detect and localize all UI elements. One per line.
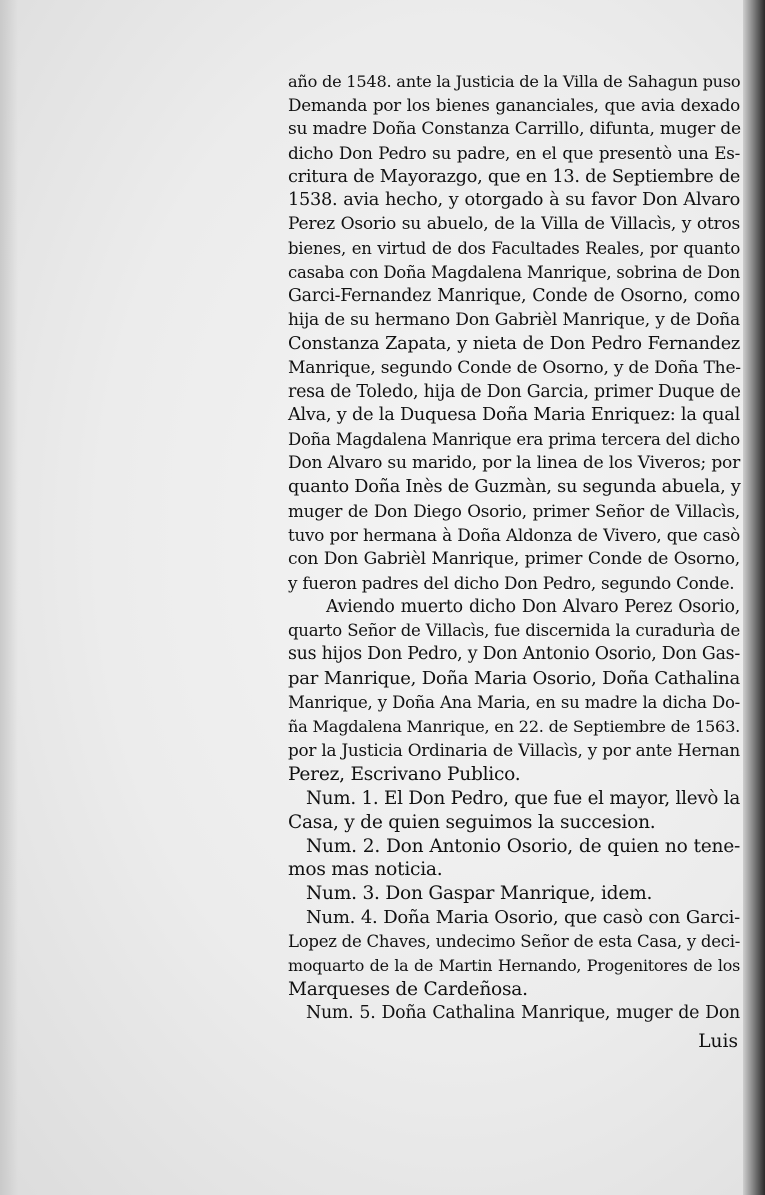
- text-line: dicho Don Pedro su padre, en el que presentò una Es-: [288, 142, 740, 163]
- text-line: muger de Don Diego Osorio, primer Señor de Villacìs,: [288, 501, 740, 522]
- text-line: Alva, y de la Duquesa Doña Maria Enriquez: la qual: [288, 405, 740, 426]
- text-line: par Manrique, Doña Maria Osorio, Doña Cathalina: [288, 668, 740, 690]
- text-line: bienes, en virtud de dos Facultades Reales, por quanto: [288, 239, 740, 259]
- text-line: su madre Doña Constanza Carrillo, difunta, muger de: [288, 118, 741, 139]
- text-line: Manrique, y Doña Ana Maria, en su madre la dicha Do-: [288, 693, 740, 713]
- text-line: Don Alvaro su marido, por la linea de los Viveros; por: [288, 453, 740, 474]
- text-line: Manrique, segundo Conde de Osorno, y de Doña The-: [288, 357, 741, 378]
- text-line: Constanza Zapata, y nieta de Don Pedro Fernandez: [288, 333, 740, 354]
- text-line: Num. 2. Don Antonio Osorio, de quien no tene-: [306, 835, 740, 857]
- text-line: Demanda por los bienes gananciales, que avia dexado: [288, 94, 740, 115]
- text-line: Aviendo muerto dicho Don Alvaro Perez Osorio,: [326, 596, 740, 617]
- text-line: Garci-Fernandez Manrique, Conde de Osorno, como: [288, 286, 740, 307]
- text-line: por la Justicia Ordinaria de Villacìs, y por ante Hernan: [288, 739, 740, 760]
- text-line: tuvo por hermana à Doña Aldonza de Vivero, que casò: [288, 524, 740, 545]
- text-line: Num. 4. Doña Maria Osorio, que casò con Garci-: [306, 907, 740, 929]
- text-line: moquarto de la de Martin Hernando, Progenitores de los: [288, 955, 740, 975]
- catchword: Luis: [698, 1031, 738, 1052]
- text-line: sus hijos Don Pedro, y Don Antonio Osorio, Don Gas-: [288, 644, 740, 665]
- text-line: Num. 3. Don Gaspar Manrique, idem.: [306, 883, 653, 905]
- text-line: resa de Toledo, hija de Don Garcia, primer Duque de: [288, 381, 741, 402]
- text-line: ña Magdalena Manrique, en 22. de Septiembre de 1563.: [288, 717, 741, 737]
- text-line: con Don Gabrièl Manrique, primer Conde de Osorno,: [288, 548, 740, 569]
- text-line: Marqueses de Cardeñosa.: [288, 978, 528, 1000]
- text-line: Doña Magdalena Manrique era prima tercera del dicho: [288, 430, 740, 450]
- text-line: Num. 1. El Don Pedro, que fue el mayor, llevò la: [306, 787, 740, 809]
- text-line: hija de su hermano Don Gabrièl Manrique, y de Doña: [288, 309, 740, 330]
- text-line: Num. 5. Doña Cathalina Manrique, muger de Don: [306, 1002, 740, 1023]
- text-line: Casa, y de quien seguimos la succesion.: [288, 811, 656, 833]
- text-line: casaba con Doña Magdalena Manrique, sobrina de Don: [288, 263, 741, 283]
- text-line: quarto Señor de Villacìs, fue discernida la curadurìa de: [288, 621, 740, 641]
- text-line: Perez Osorio su abuelo, de la Villa de Villacìs, y otros: [288, 214, 740, 235]
- text-line: critura de Mayorazgo, que en 13. de Septiembre de: [288, 166, 741, 187]
- text-line: y fueron padres del dicho Don Pedro, segundo Conde.: [288, 572, 735, 593]
- text-line: Lopez de Chaves, undecimo Señor de esta Casa, y deci-: [288, 932, 741, 952]
- book-gutter: [743, 0, 765, 1195]
- text-line: 1538. avia hecho, y otorgado à su favor Don Alvaro: [288, 190, 740, 211]
- body-text: [288, 70, 740, 1026]
- text-line: quanto Doña Inès de Guzmàn, su segunda abuela, y: [288, 477, 741, 498]
- text-line: mos mas noticia.: [288, 859, 443, 881]
- text-line: año de 1548. ante la Justicia de la Villa de Sahagun puso: [288, 72, 741, 91]
- text-line: Perez, Escrivano Publico.: [288, 763, 521, 785]
- page-edge-shadow: [0, 0, 18, 1195]
